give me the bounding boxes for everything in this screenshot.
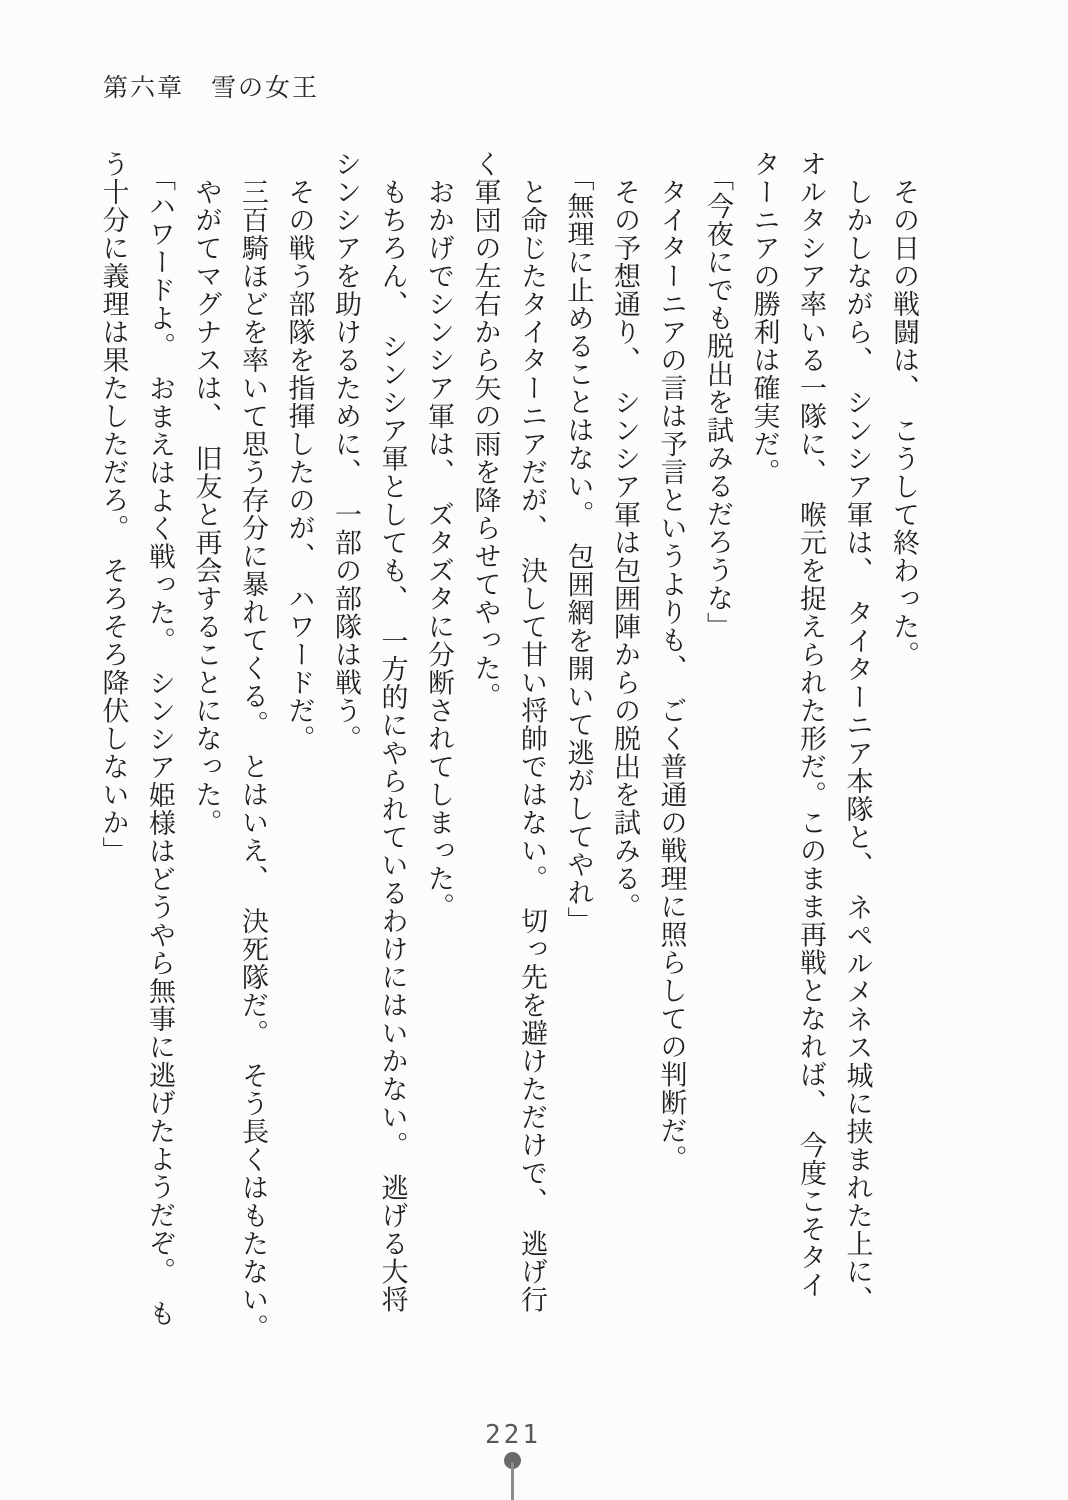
text-column: しかしながら、 シンシア軍は、 タイターニア本隊と、 ネペルメネス城に挟まれた上に、 xyxy=(841,178,873,1314)
text-column: と命じたタイターニアだが、 決して甘い将帥ではない。 切っ先を避けただけで、 逃げ行 xyxy=(516,178,547,1314)
text-column: その予想通り、 シンシア軍は包囲陣からの脱出を試みる。 xyxy=(609,178,640,921)
text-column: く軍団の左右から矢の雨を降らせてやった。 xyxy=(469,150,501,710)
text-column: シンシアを助けるために、 一部の部隊は戦う。 xyxy=(330,150,361,753)
text-column: う十分に義理は果たしただろ。 そろそろ降伏しないか」 xyxy=(97,150,129,865)
chapter-header: 第六章 雪の女王 xyxy=(103,73,320,102)
text-column: 「無理に止めることはない。 包囲網を開いて逃がしてやれ」 xyxy=(562,164,594,935)
text-body xyxy=(88,150,926,1400)
text-column: その日の戦闘は、 こうして終わった。 xyxy=(888,178,919,669)
text-column: オルタシア率いる一隊に、 喉元を捉えられた形だ。このまま再戦となれば、 今度こそタイ xyxy=(795,150,826,1299)
text-column: タイターニアの言は予言というよりも、 ごく普通の戦理に照らしての判断だ。 xyxy=(655,178,687,1173)
text-column: 「ハワードよ。 おまえはよく戦った。 シンシア姫様はどうやら無事に逃げたようだぞ。 も xyxy=(144,164,175,1328)
footer-line-marker xyxy=(511,1462,514,1500)
text-column: 三百騎ほどを率いて思う存分に暴れてくる。 とはいえ、 決死隊だ。 そう長くはもたない。 xyxy=(237,178,268,1342)
page-number: 221 xyxy=(485,1420,541,1450)
text-column: ターニアの勝利は確実だ。 xyxy=(748,150,780,486)
text-column: もちろん、 シンシア軍としても、 一方的にやられているわけにはいかない。 逃げる大将 xyxy=(376,178,408,1314)
text-column: やがてマグナスは、 旧友と再会することになった。 xyxy=(190,178,222,837)
text-column: その戦う部隊を指揮したのが、 ハワードだ。 xyxy=(283,178,315,753)
text-column: 「今夜にでも脱出を試みるだろうな」 xyxy=(702,164,733,640)
text-column: おかげでシンシア軍は、 ズタズタに分断されてしまった。 xyxy=(423,178,454,921)
